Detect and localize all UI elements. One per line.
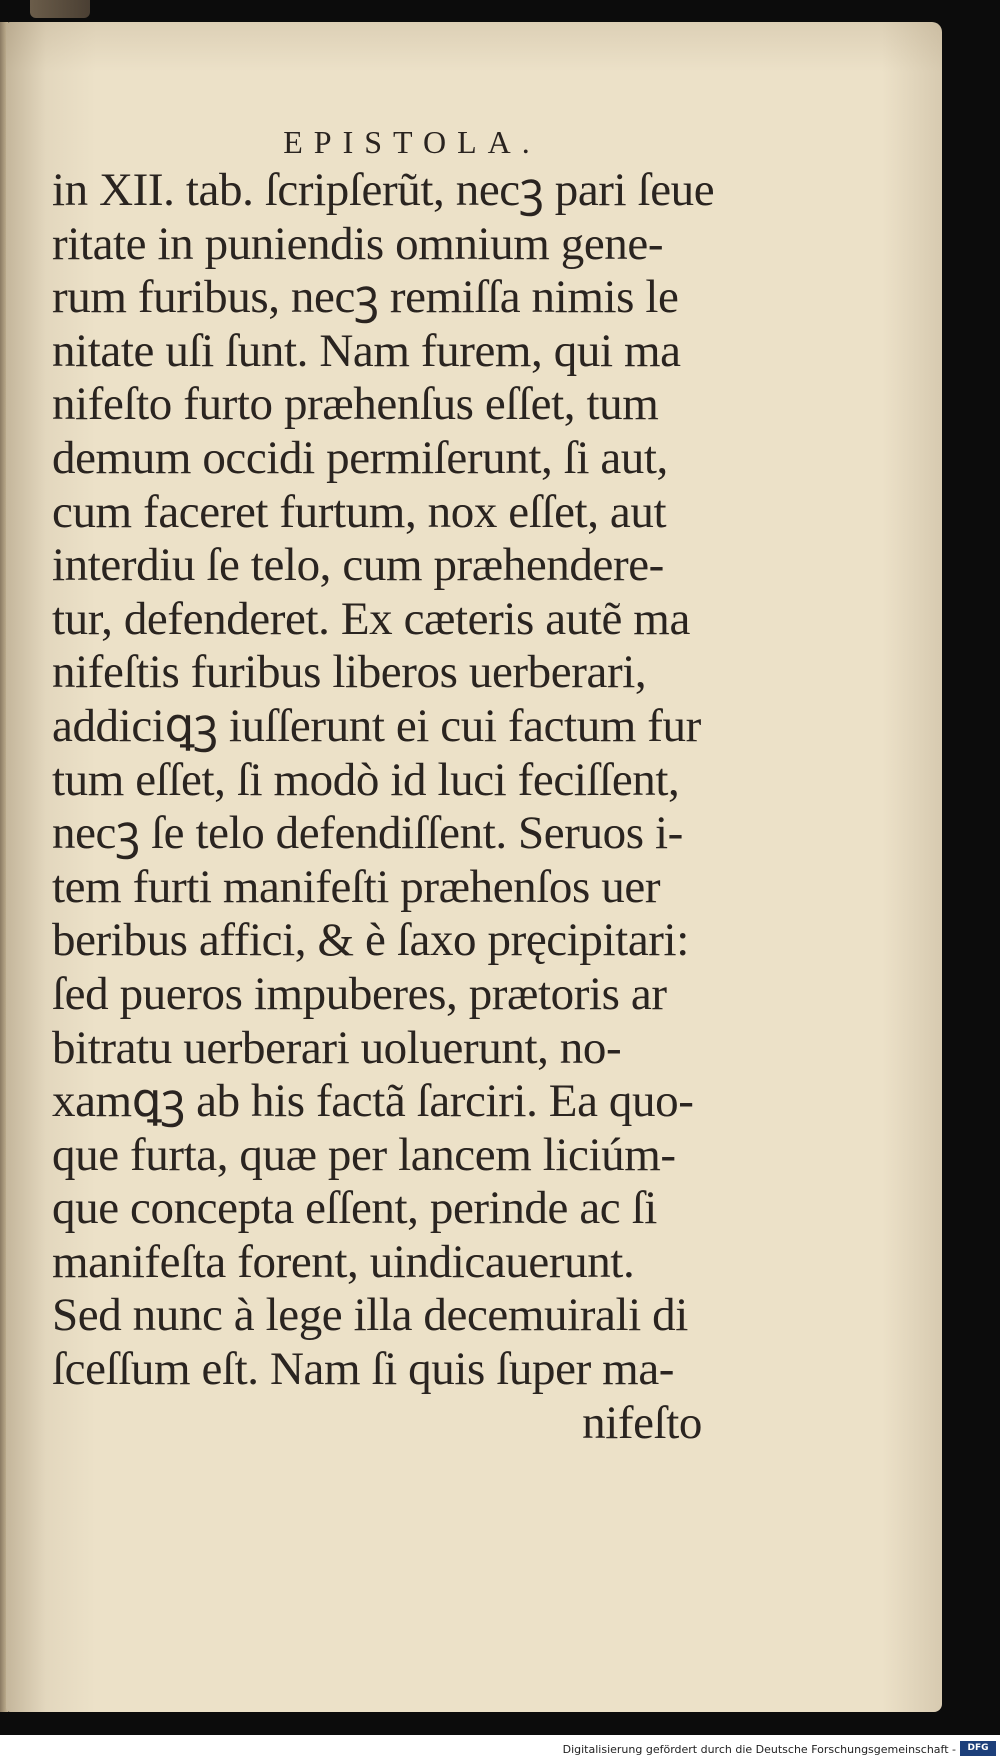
text-line: tem furti manifeſti præhenſos uer xyxy=(52,860,661,913)
text-line: bitratu uerberari uoluerunt, no- xyxy=(52,1021,622,1074)
text-line: ſed pueros impuberes, prætoris ar xyxy=(52,967,667,1020)
binding-corner xyxy=(30,0,90,18)
text-line: xamꝗꝫ ab his factã ſarciri. Ea quo- xyxy=(52,1075,694,1128)
text-line: ſceſſum eſt. Nam ſi quis ſuper ma- xyxy=(52,1343,675,1396)
text-line: Sed nunc à lege illa decemuirali di xyxy=(52,1289,688,1342)
text-line: nifeſto furto præhenſus eſſet, tum xyxy=(52,378,659,431)
page-text xyxy=(52,120,715,1450)
text-line: addiciꝗꝫ iuſſerunt ei cui factum fur xyxy=(52,699,701,752)
text-line: manifeſta forent, uindicauerunt. xyxy=(52,1235,635,1288)
text-line: necꝫ ſe telo defendiſſent. Seruos i- xyxy=(52,807,683,860)
text-line: in XII. tab. ſcripſerũt, necꝫ pari ſeue xyxy=(52,164,715,216)
running-head: EPISTOLA. xyxy=(283,124,541,160)
catchword: nifeſto xyxy=(582,1396,702,1449)
text-line: tur, defenderet. Ex cæteris autẽ ma xyxy=(52,592,690,645)
text-line: nitate uſi ſunt. Nam furem, qui ma xyxy=(52,324,681,377)
text-line: beribus affici, & è ſaxo pręcipitari: xyxy=(52,914,689,967)
footer-bar xyxy=(0,1735,1000,1763)
text-line: tum eſſet, ſi modò id luci feciſſent, xyxy=(52,753,680,806)
text-line: ritate in puniendis omnium gene- xyxy=(52,217,664,270)
text-line: interdiu ſe telo, cum præhendere- xyxy=(52,539,664,592)
text-line: rum furibus, necꝫ remiſſa nimis le xyxy=(52,271,679,324)
digitization-credit: Digitalisierung gefördert durch die Deutsche Forschungsgemeinschaft - xyxy=(562,1743,956,1756)
dfg-logo: DFG xyxy=(960,1741,996,1756)
text-line: cum faceret furtum, nox eſſet, aut xyxy=(52,485,667,538)
text-line: que furta, quæ per lancem liciúm- xyxy=(52,1128,676,1181)
text-lines xyxy=(52,164,715,1397)
text-line: nifeſtis furibus liberos uerberari, xyxy=(52,646,647,699)
text-line: que concepta eſſent, perinde ac ſi xyxy=(52,1182,657,1235)
text-line: demum occidi permiſerunt, ſi aut, xyxy=(52,431,668,484)
